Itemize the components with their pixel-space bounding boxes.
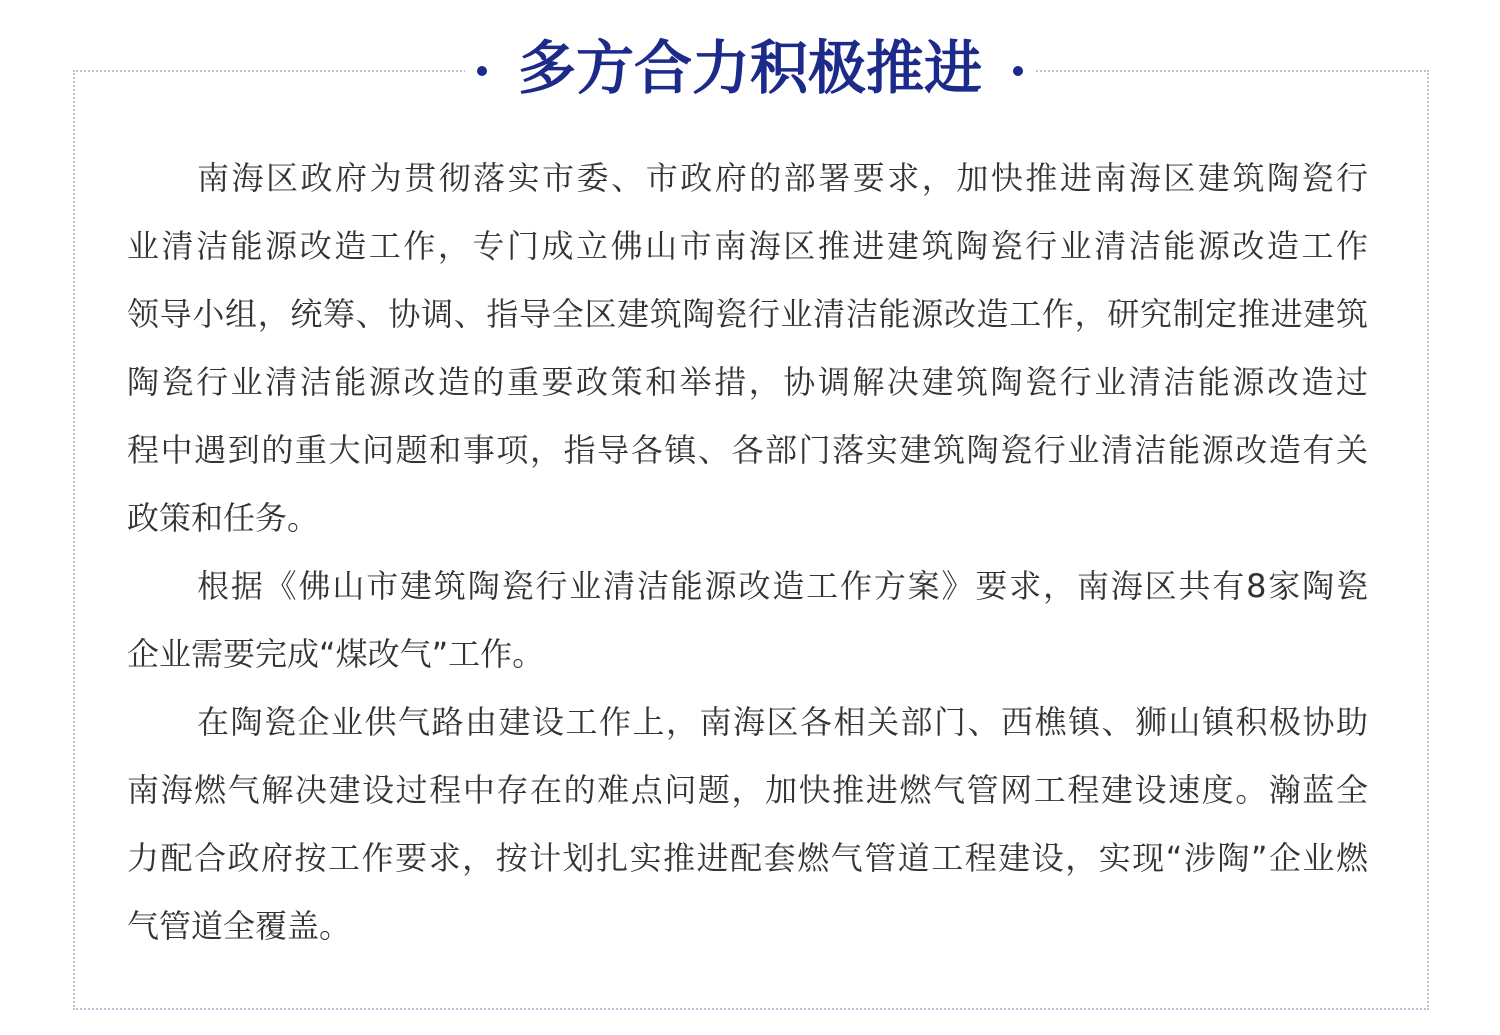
paragraph-line: 陶瓷行业清洁能源改造的重要政策和举措，协调解决建筑陶瓷行业清洁能源改造过 xyxy=(127,363,1368,401)
paragraph-line: 业清洁能源改造工作，专门成立佛山市南海区推进建筑陶瓷行业清洁能源改造工作 xyxy=(127,227,1368,265)
paragraph-2 xyxy=(127,552,1368,688)
section-header xyxy=(465,28,1035,108)
section-title: 多方合力积极推进 xyxy=(517,34,983,102)
paragraph-line: 气管道全覆盖。 xyxy=(127,907,352,945)
paragraph-line: 南海区政府为贯彻落实市委、市政府的部署要求，加快推进南海区建筑陶瓷行 xyxy=(197,159,1368,197)
paragraph-line: 在陶瓷企业供气路由建设工作上，南海区各相关部门、西樵镇、狮山镇积极协助 xyxy=(197,703,1368,741)
paragraph-line: 政策和任务。 xyxy=(127,499,320,537)
paragraph-line: 力配合政府按工作要求，按计划扎实推进配套燃气管道工程建设，实现“涉陶”企业燃 xyxy=(127,839,1368,877)
paragraph-line: 程中遇到的重大问题和事项，指导各镇、各部门落实建筑陶瓷行业清洁能源改造有关 xyxy=(127,431,1368,469)
bullet-dot-right-icon xyxy=(1013,66,1023,76)
paragraph-line: 领导小组，统筹、协调、指导全区建筑陶瓷行业清洁能源改造工作，研究制定推进建筑 xyxy=(127,295,1368,333)
article-body xyxy=(127,144,1368,960)
bullet-dot-left-icon xyxy=(477,66,487,76)
paragraph-line: 企业需要完成“煤改气”工作。 xyxy=(127,635,545,673)
paragraph-line: 根据《佛山市建筑陶瓷行业清洁能源改造工作方案》要求，南海区共有8家陶瓷 xyxy=(197,567,1368,605)
paragraph-line: 南海燃气解决建设过程中存在的难点问题，加快推进燃气管网工程建设速度。瀚蓝全 xyxy=(127,771,1368,809)
paragraph-1 xyxy=(127,144,1368,552)
paragraph-3 xyxy=(127,688,1368,960)
